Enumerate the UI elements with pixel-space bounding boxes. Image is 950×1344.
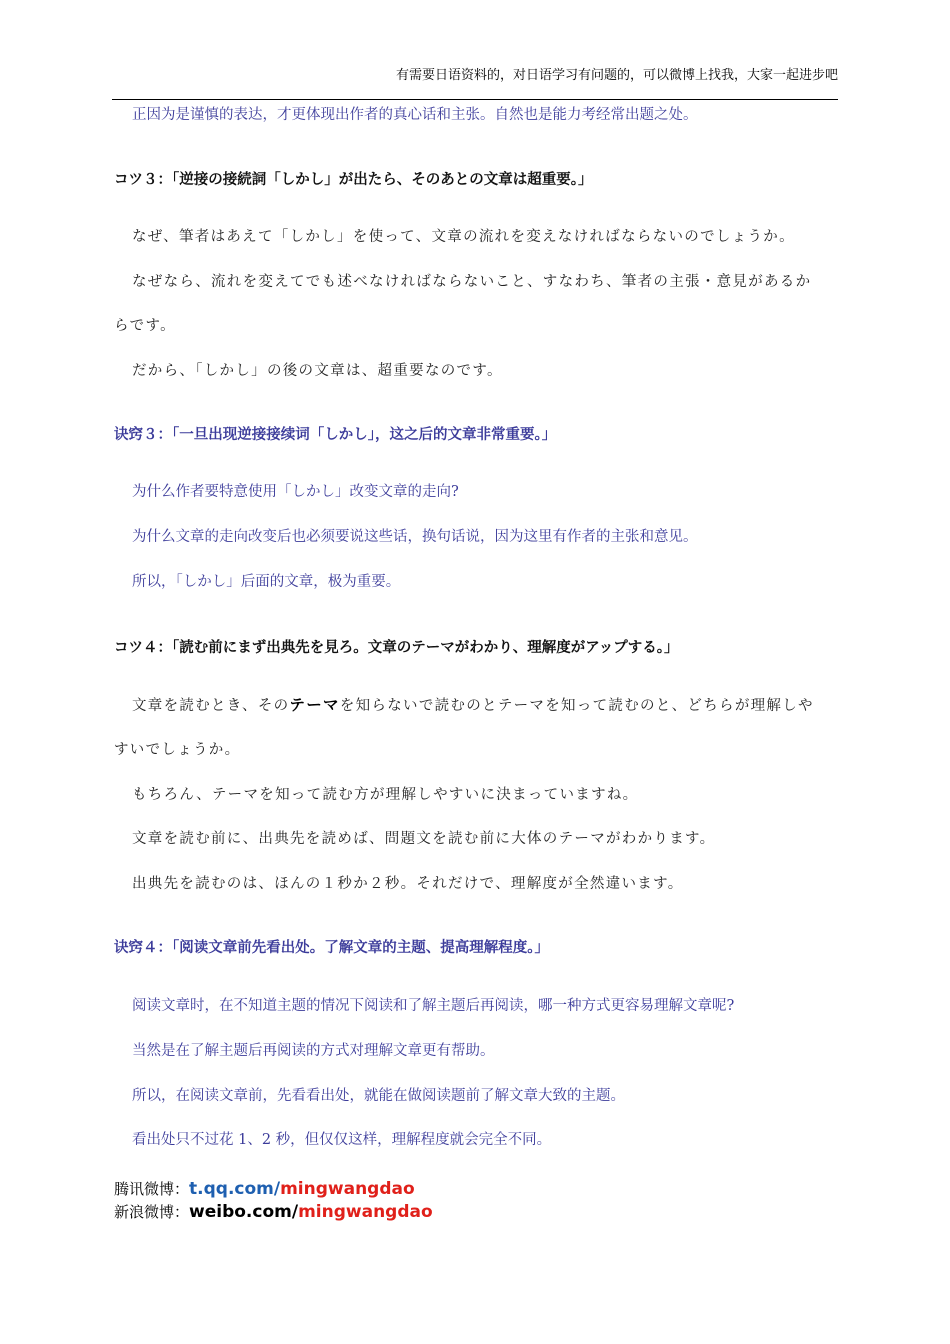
tip4-jp-paragraph-1 bbox=[132, 695, 838, 716]
tip4-jp-paragraph-1-cont: すいでしょうか。 bbox=[114, 742, 241, 758]
tip4-jp-heading: コツ４：「読む前にまず出典先を見ろ。文章のテーマがわかり、理解度がアップする。」 bbox=[114, 640, 679, 656]
intro-line: 正因为是谨慎的表达，才更体现出作者的真心话和主张。自然也是能力考经常出题之处。 bbox=[132, 107, 698, 123]
tip4-cn-paragraph-1: 阅读文章时，在不知道主题的情况下阅读和了解主题后再阅读，哪一种方式更容易理解文章呢? bbox=[132, 998, 735, 1014]
tip3-cn-paragraph-2: 为什么文章的走向改变后也必须要说这些话，换句话说，因为这里有作者的主张和意见。 bbox=[132, 529, 698, 545]
tip4-jp-p1-post: を知らないで読むのとテーマを知って読むのと、どちらが理解しや bbox=[339, 698, 814, 714]
theme-emphasis: テーマ bbox=[289, 695, 340, 714]
tip4-jp-paragraph-4: 出典先を読むのは、ほんの１秒か２秒。それだけで、理解度が全然違います。 bbox=[132, 876, 684, 892]
tip4-jp-paragraph-3: 文章を読む前に、出典先を読めば、問題文を読む前に大体のテーマがわかります。 bbox=[132, 831, 716, 847]
tip3-cn-paragraph-3: 所以，「しかし」后面的文章，极为重要。 bbox=[132, 574, 401, 590]
sina-weibo-link[interactable]: weibo.com/mingwangdao bbox=[189, 1202, 433, 1222]
tip3-jp-paragraph-3: だから、「しかし」の後の文章は、超重要なのです。 bbox=[132, 363, 503, 379]
tip3-jp-heading: コツ３：「逆接の接続詞「しかし」が出たら、そのあとの文章は超重要。」 bbox=[114, 172, 593, 188]
sina-weibo-label: 新浪微博： bbox=[114, 1203, 190, 1221]
page-header: 有需要日语资料的，对日语学习有问题的，可以微博上找我，大家一起进步吧 bbox=[395, 68, 838, 83]
tip4-cn-paragraph-4: 看出处只不过花 1、2 秒，但仅仅这样，理解程度就会完全不同。 bbox=[132, 1132, 552, 1148]
tip4-jp-paragraph-2: もちろん、テーマを知って読む方が理解しやすいに決まっていますね。 bbox=[132, 787, 639, 803]
tip3-cn-paragraph-1: 为什么作者要特意使用「しかし」改变文章的走向? bbox=[132, 484, 459, 500]
tip3-jp-paragraph-2-cont: らです。 bbox=[114, 318, 176, 334]
tip3-cn-heading: 诀窍３：「一旦出现逆接接续词「しかし」，这之后的文章非常重要。」 bbox=[114, 427, 557, 443]
sina-weibo-line bbox=[114, 1201, 433, 1222]
tip3-jp-paragraph-2: なぜなら、流れを変えてでも述べなければならないこと、すなわち、筆者の主張・意見があるか bbox=[132, 274, 812, 290]
tencent-weibo-link[interactable]: t.qq.com/mingwangdao bbox=[189, 1179, 415, 1199]
tencent-weibo-line bbox=[114, 1178, 415, 1199]
tip3-jp-paragraph-1: なぜ、筆者はあえて「しかし」を使って、文章の流れを変えなければならないのでしょうか。 bbox=[132, 229, 795, 245]
tencent-weibo-label: 腾讯微博： bbox=[114, 1180, 190, 1198]
header-divider bbox=[112, 99, 838, 100]
tip4-jp-p1-pre: 文章を読むとき、その bbox=[132, 698, 290, 714]
tip4-cn-heading: 诀窍４：「阅读文章前先看出处。了解文章的主题、提高理解程度。」 bbox=[114, 940, 549, 956]
tip4-cn-paragraph-3: 所以，在阅读文章前，先看看出处，就能在做阅读题前了解文章大致的主题。 bbox=[132, 1088, 625, 1104]
tip4-cn-paragraph-2: 当然是在了解主题后再阅读的方式对理解文章更有帮助。 bbox=[132, 1043, 495, 1059]
